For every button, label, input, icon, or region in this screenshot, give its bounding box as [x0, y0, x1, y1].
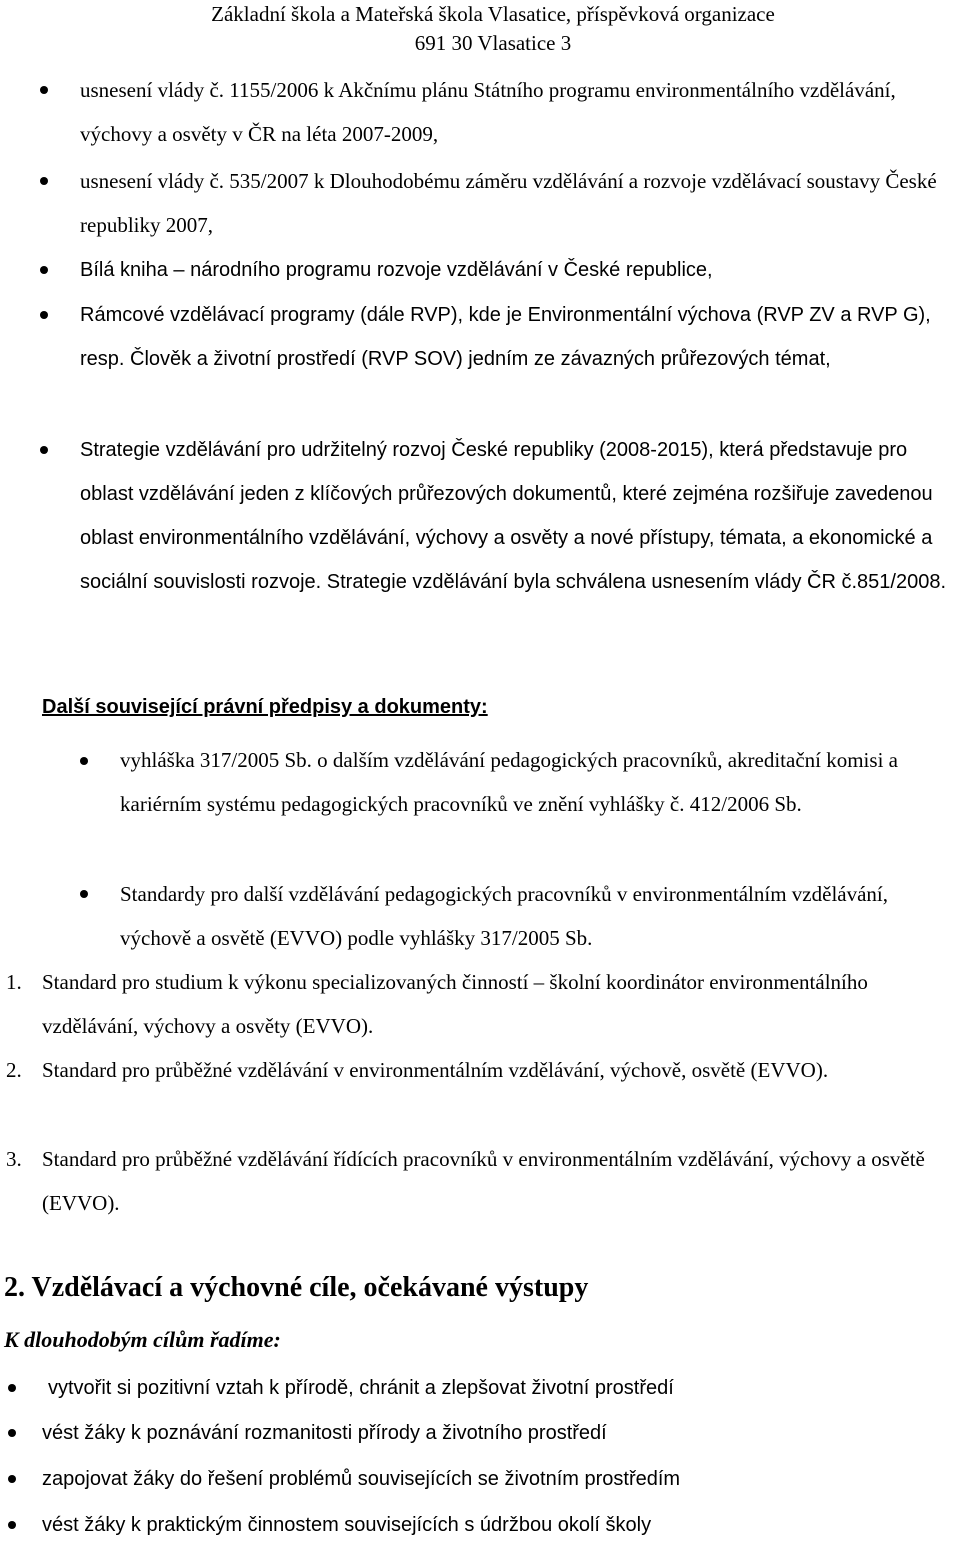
bullet-icon [8, 1521, 16, 1529]
bullet-icon [8, 1429, 16, 1437]
list-item: vytvořit si pozitivní vztah k přírodě, chránit a zlepšovat životní prostředí [48, 1377, 674, 1399]
list-item: Standard pro průběžné vzdělávání v environmentálním vzdělávání, výchově, osvětě (EVVO). [42, 1058, 829, 1082]
list-item: usnesení vlády č. 1155/2006 k Akčnímu plánu Státního programu environmentálního vzdělávání, výchovy a osvěty v ČR na léta 2007-2009, [80, 78, 896, 146]
list-item: Rámcové vzdělávací programy (dále RVP), kde je Environmentální výchova (RVP ZV a RVP G), resp. Člověk a životní prostředí (RVP SOV) jedním ze závazných průřezových témat, [80, 304, 931, 370]
goals-heading: K dlouhodobým cílům řadíme: [4, 1327, 281, 1352]
list-item: vést žáky k poznávání rozmanitosti přírody a životního prostředí [42, 1422, 607, 1444]
bullet-icon [80, 757, 88, 765]
list-number: 2. [6, 1058, 22, 1082]
list-item: zapojovat žáky do řešení problémů souvisejících se životním prostředím [42, 1468, 681, 1490]
list-item: Standard pro studium k výkonu specializovaných činností – školní koordinátor environmentálního vzdělávání, výchovy a osvěty (EVVO). [42, 970, 868, 1038]
list-item: Strategie vzdělávání pro udržitelný rozvoj České republiky (2008-2015), která představuje pro oblast vzdělávání jeden z klíčových průřezových dokumentů, které zejména rozšiřuje zavedenou oblast environmentálního vzdělávání, výchovy a osvěty a nové přístupy, témata, a ekonomické a sociální souvislosti rozvoje. Strategie vzdělávání byla schválena usnesením vlády ČR č.851/2008. [80, 439, 947, 593]
bullet-icon [8, 1384, 16, 1392]
bullet-icon [40, 311, 48, 319]
list-item: usnesení vlády č. 535/2007 k Dlouhodobému záměru vzdělávání a rozvoje vzdělávací soustavy České republiky 2007, [80, 169, 937, 237]
school-name: Základní škola a Mateřská škola Vlasatice, příspěvková organizace [211, 2, 775, 26]
list-item: Standardy pro další vzdělávání pedagogických pracovníků v environmentálním vzdělávání, výchově a osvětě (EVVO) podle vyhlášky 317/2005 Sb. [120, 882, 889, 950]
list-number: 3. [6, 1147, 22, 1171]
bullet-icon [8, 1475, 16, 1483]
bullet-icon [40, 446, 48, 454]
bullet-icon [40, 86, 48, 94]
bullet-icon [40, 177, 48, 185]
page-header [0, 0, 960, 58]
bullet-icon [80, 890, 88, 898]
list-item: Standard pro průběžné vzdělávání řídících pracovníků v environmentálním vzdělávání, výchovy a osvětě (EVVO). [42, 1147, 925, 1215]
list-item: Bílá kniha – národního programu rozvoje vzdělávání v České republice, [80, 259, 713, 281]
school-address: 691 30 Vlasatice 3 [414, 31, 572, 55]
section-heading: Další související právní předpisy a dokumenty: [42, 696, 488, 718]
list-item: vést žáky k praktickým činnostem souvisejících s údržbou okolí školy [42, 1514, 652, 1536]
list-number: 1. [6, 970, 22, 994]
bullet-icon [40, 266, 48, 274]
chapter-title: 2. Vzdělávací a výchovné cíle, očekávané výstupy [4, 1272, 589, 1303]
list-item: vyhláška 317/2005 Sb. o dalším vzdělávání pedagogických pracovníků, akreditační komisi a kariérním systému pedagogických pracovníků ve znění vyhlášky č. 412/2006 Sb. [120, 748, 898, 816]
